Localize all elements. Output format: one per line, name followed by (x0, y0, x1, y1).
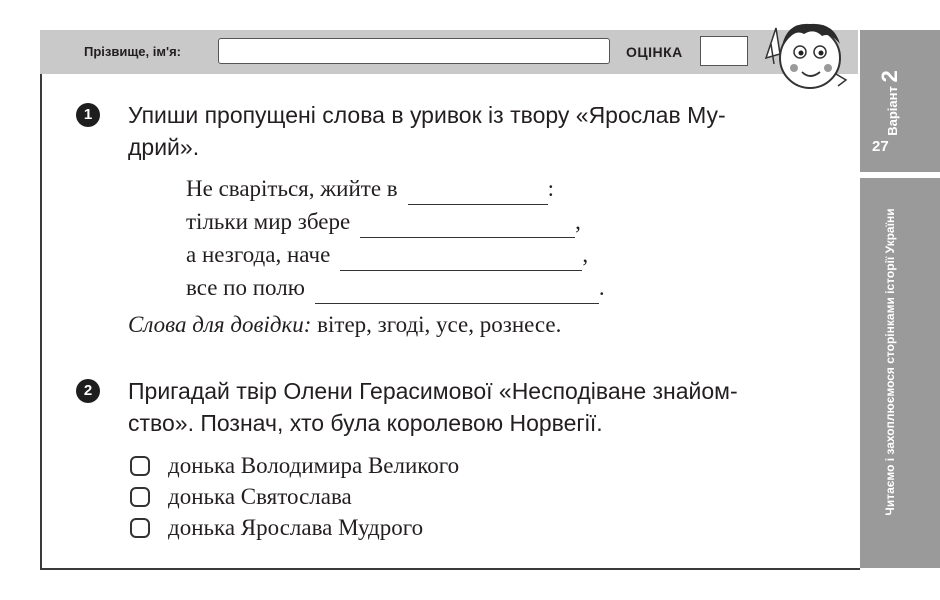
answer-option[interactable] (130, 481, 459, 512)
answer-option-label: донька Святослава (168, 483, 352, 509)
question-text-line: Пригадай твір Олени Герасимової «Несподіване знайом- (128, 378, 738, 404)
question-text-line: Упиши пропущені слова в уривок із твору «Ярослав Му- (128, 102, 726, 128)
answer-option[interactable] (130, 450, 459, 481)
reference-words-list: вітер, згоді, усе, рознесе. (317, 312, 562, 337)
poem-line (186, 205, 605, 238)
variant-label-text: Варіант (885, 86, 900, 136)
answer-checkbox[interactable] (130, 487, 150, 507)
answer-blank[interactable] (408, 180, 548, 205)
reference-words-label: Слова для довідки: (128, 312, 312, 337)
answer-checkbox[interactable] (130, 456, 150, 476)
question-number: 1 (76, 103, 100, 127)
poem-line (186, 172, 605, 205)
answer-options (130, 450, 459, 543)
poem-excerpt (186, 172, 605, 304)
poem-line-end: , (575, 209, 581, 234)
poem-line-end: : (547, 176, 555, 201)
question-text-line: дрий». (128, 134, 200, 160)
side-tab-section (860, 178, 940, 568)
answer-option-label: донька Ярослава Мудрого (168, 514, 424, 540)
section-title: Читаємо і захоплюємося сторінками історії України (883, 208, 897, 516)
grade-label: ОЦІНКА (626, 44, 683, 60)
variant-label (877, 68, 903, 138)
surname-label: Прізвище, ім'я: (84, 44, 181, 59)
variant-number: 2 (877, 70, 902, 83)
answer-blank[interactable] (340, 246, 582, 271)
poem-line-end: , (582, 242, 589, 267)
grade-field[interactable] (700, 36, 748, 66)
poem-line-text: а незгода, наче (186, 242, 331, 267)
boy-mascot-icon (752, 14, 852, 94)
question-text (128, 99, 828, 163)
question-text-line: ство». Познач, хто була королевою Норвегії. (128, 410, 603, 436)
poem-line (186, 238, 605, 271)
page-number: 27 (872, 138, 889, 155)
answer-option-label: донька Володимира Великого (168, 452, 460, 478)
poem-line-text: все по полю (186, 275, 305, 300)
poem-line-end: . (598, 275, 605, 300)
answer-blank[interactable] (315, 279, 599, 304)
reference-words (128, 312, 561, 338)
poem-line (186, 271, 605, 304)
answer-blank[interactable] (360, 213, 575, 238)
poem-line-text: Не сваріться, жийте в (186, 176, 398, 201)
poem-line-text: тільки мир збере (186, 209, 351, 234)
surname-field[interactable] (218, 38, 610, 64)
question-number: 2 (76, 379, 100, 403)
answer-option[interactable] (130, 512, 459, 543)
question-text (128, 375, 828, 439)
answer-checkbox[interactable] (130, 518, 150, 538)
